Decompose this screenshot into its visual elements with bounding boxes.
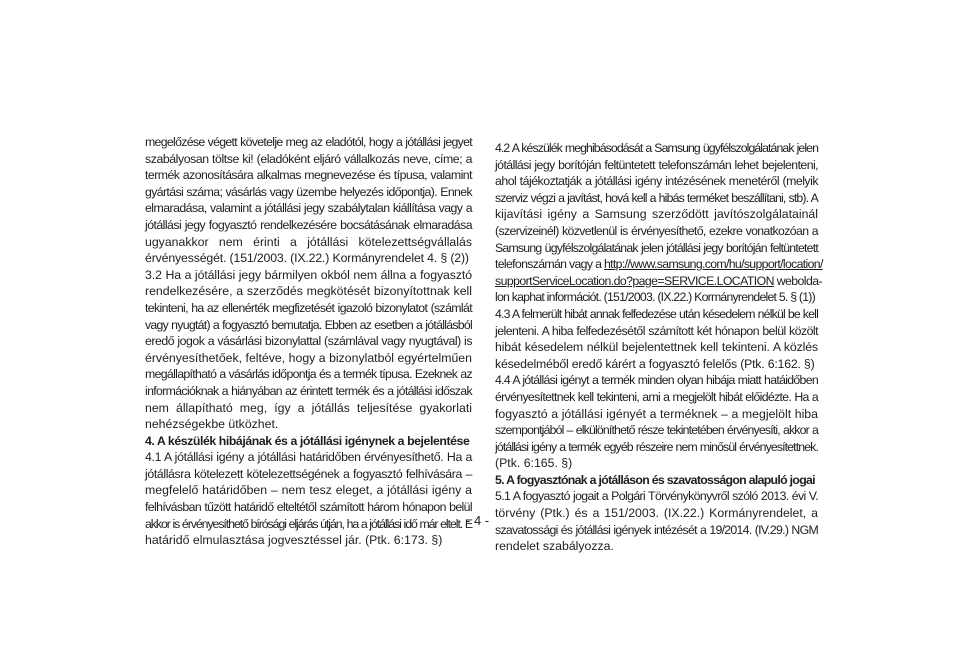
text-line: szabályosan töltse ki! (eladóként eljáró vállalkozás neve, címe; a: [145, 151, 472, 166]
text-line: hibát késedelem nélkül bejelentettnek kell tekinteni. A közlés: [495, 340, 818, 355]
text-line: jótállási jegy fogyasztó rendelkezésére bocsátásának elmaradása: [145, 217, 472, 232]
text-line: érvényesíthetőek, feltéve, hogy a bizonylatból egyértelműen: [145, 350, 472, 365]
text-line: rendelet szabályozza.: [495, 539, 614, 554]
text-line: nehézségekbe ütközhet.: [145, 417, 279, 432]
text-line: érvényesítettnek kell tekinteni, ami a megjelölt hibát előidézte. Ha a: [495, 389, 818, 404]
text-line: jótállásra kötelezett kötelezettségének a fogyasztó felhívására –: [145, 466, 472, 481]
text-line: lon kaphat információt. (151/2003. (IX.22.) Kormányrendelet 5. § (1)): [495, 290, 815, 305]
text-line: szempontjából – elkülöníthető része tekintetében érvényesíti, akkor a: [495, 423, 818, 438]
text-line: fogyasztó a jótállási igényét a terméknek – a megjelölt hiba: [495, 406, 818, 421]
text-line: vagy nyugtát) a fogyasztó bemutatja. Ebben az esetben a jótállásból: [145, 317, 472, 332]
text-line: 4.1 A jótállási igény a jótállási határidőben érvényesíthető. Ha a: [145, 450, 472, 465]
text-line: termék azonosítására alkalmas megnevezése és típusa, valamint: [145, 168, 472, 183]
text-line: 4.2 A készülék meghibásodását a Samsung ügyfélszolgálatának jelen: [495, 141, 818, 155]
text-line: (Ptk. 6:165. §): [495, 456, 573, 471]
text-line: [495, 256, 823, 273]
text-line: információknak a hiányában az érintett termék és a jótállási időszak: [145, 383, 472, 398]
text-line: (szervizeinél) közvetlenül is érvényesíthető, ezekre vonatkozóan a: [495, 223, 818, 238]
text-line: 3.2 Ha a jótállási jegy bármilyen okból nem állna a fogyasztó: [145, 267, 472, 282]
text-line: gyártási száma; vásárlás vagy üzembe helyezés időpontja). Ennek: [145, 184, 472, 199]
text-line: tekinteni, ha az ellenérték megfizetését igazoló bizonylatot (számlát: [145, 300, 472, 315]
text-line: ugyanakkor nem érinti a jótállási kötelezettségvállalás: [145, 234, 472, 249]
text-line: határidő elmulasztása jogvesztéssel jár. (Ptk. 6:173. §): [145, 533, 443, 548]
text-line: megfelelő határidőben – nem tesz eleget, a jótállási igény a: [145, 483, 472, 498]
text-line: szavatossági és jótállási igények intézését a 19/2014. (IV.29.) NGM: [495, 522, 818, 537]
text-line: jótállási jegy borítóján feltüntetett telefonszámán lehet bejelenteni,: [495, 157, 818, 172]
page-number: - 4 -: [466, 513, 490, 528]
text-fragment: webolda-: [773, 273, 822, 288]
text-line: ahol tájékoztatják a jótállási igény intézésének menetéről (melyik: [495, 174, 818, 189]
text-line: felhívásban tűzött határidő elteltétől számított három hónapon belül: [145, 500, 472, 515]
text-line: [495, 273, 822, 290]
text-line: késedelméből eredő kárért a fogyasztó felelős (Ptk. 6:162. §): [495, 356, 815, 371]
text-line: 4.3 A felmerült hibát annak felfedezése után késedelem nélkül be kell: [495, 306, 818, 321]
text-line: Samsung ügyfélszolgálatának jelen jótállási jegy borítóján feltüntetett: [495, 240, 818, 255]
text-line: megelőzése végett követelje meg az eladótól, hogy a jótállási jegyet: [145, 135, 472, 149]
text-line: eredő jogok a vásárlási bizonylattal (számlával vagy nyugtával) is: [145, 334, 472, 349]
text-line: 4.4 A jótállási igényt a termék minden olyan hibája miatt hatáidőben: [495, 373, 818, 388]
text-line: érvényességét. (151/2003. (IX.22.) Kormányrendelet 4. § (2)): [145, 251, 469, 266]
text-line: 5.1 A fogyasztó jogait a Polgári Törvénykönyvről szóló 2013. évi V.: [495, 489, 818, 504]
right-text-column: [495, 140, 823, 555]
support-link-part1[interactable]: http://www.samsung.com/hu/support/location/: [604, 257, 823, 272]
text-line: kijavítási igény a Samsung szerződött javítószolgálatainál: [495, 207, 818, 222]
text-line: megállapítható a vásárlás időpontja és a termék típusa. Ezeknek az: [145, 367, 472, 382]
text-line: nem állapítható meg, így a jótállás teljesítése gyakorlati: [145, 400, 472, 415]
text-line: rendelkezésére, a szerződés megkötését bizonyítottnak kell: [145, 284, 472, 299]
left-text-column: [145, 134, 472, 549]
text-line: elmaradása, valamint a jótállási jegy szabálytalan kiállítása vagy a: [145, 201, 472, 216]
section-heading: 5. A fogyasztónak a jótálláson és szavatosságon alapuló jogai: [495, 472, 815, 487]
text-line: törvény (Ptk.) és a 151/2003. (IX.22.) Kormányrendelet, a: [495, 506, 818, 521]
section-heading: 4. A készülék hibájának és a jótállási igénynek a bejelentése: [145, 433, 470, 448]
support-link-part2[interactable]: supportServiceLocation.do?page=SERVICE.LOCATION: [495, 273, 774, 288]
text-line: szerviz végzi a javítást, hová kell a hibás terméket beszállítani, stb). A: [495, 190, 818, 205]
text-line: jelenteni. A hiba felfedezésétől számított két hónapon belül közölt: [495, 323, 818, 338]
text-line: jótállási igény a termék egyéb részeire nem minősül érvényesítettnek.: [495, 439, 818, 454]
text-line: akkor is érvényesíthető bírósági eljárás útján, ha a jótállási idő már eltelt. E: [145, 516, 472, 531]
text-fragment: telefonszámán vagy a: [495, 257, 605, 272]
